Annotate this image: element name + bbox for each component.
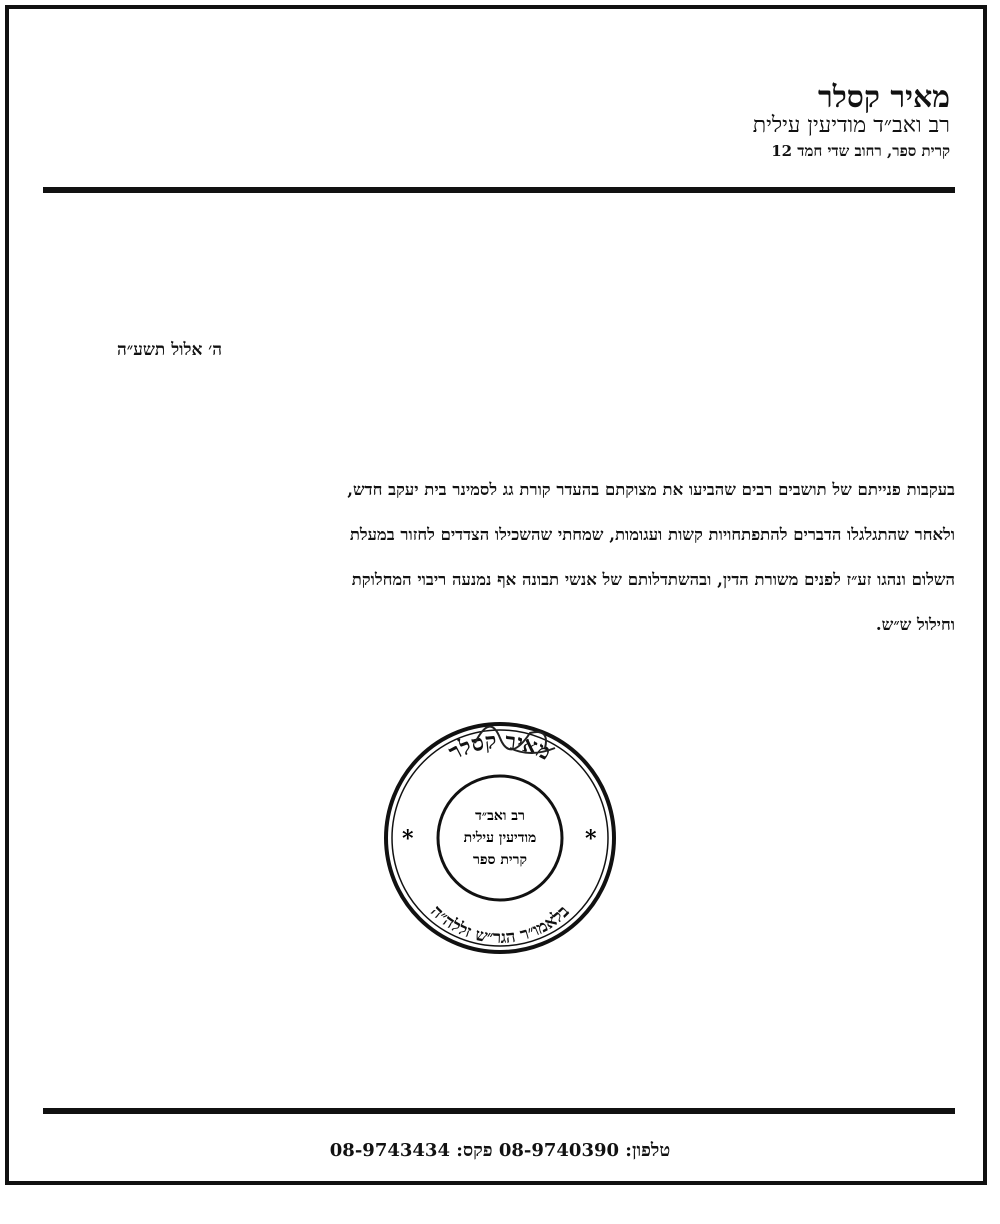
star-icon: * xyxy=(402,826,414,852)
body-line: בעקבות פנייתם של תושבים רבים שהביעו את מצוקתם בהעדר קורת גג לסמינר בית יעקב חדש, xyxy=(347,480,955,499)
letter-date: ה׳ אלול תשע״ה xyxy=(117,340,222,360)
page-border xyxy=(5,5,987,1185)
footer-divider xyxy=(43,1108,955,1114)
body-line: השלום ונהגו זע״ז לפנים משורת הדין, ובהשתדלותם של אנשי תבונה אף נמנעה ריבוי המחלוקת xyxy=(351,570,955,589)
header-divider xyxy=(43,187,955,193)
author-title: רב ואב״ד מודיעין עילית xyxy=(752,113,950,138)
stamp-inner-line: רב ואב״ד xyxy=(475,808,525,824)
contact-footer: טלפון: 08-9740390 פקס: 08-9743434 xyxy=(329,1140,671,1161)
stamp-inner-line: מודיעין עילית xyxy=(463,830,537,846)
author-name: מאיר קסלר xyxy=(818,80,950,115)
stamp-outer-top: מאיר קסלר xyxy=(444,727,556,766)
stamp-outer-bottom: בלאמו״ר הגר״ש זללה״ה xyxy=(426,901,574,949)
star-icon: * xyxy=(585,826,597,852)
body-line: ולאחר שהתגלגלו הדברים להתפתחויות קשות ועגומות, שמחתי שהשכילו הצדדים לחזור במעלת xyxy=(349,525,955,544)
svg-text:מאיר קסלר xyxy=(445,728,556,766)
body-line: וחילול ש״ש. xyxy=(875,615,955,634)
author-address: קרית ספר, רחוב שדי חמד 12 xyxy=(771,142,950,160)
stamp-inner-line: קרית ספר xyxy=(473,852,527,868)
rabbinical-stamp xyxy=(380,718,620,958)
